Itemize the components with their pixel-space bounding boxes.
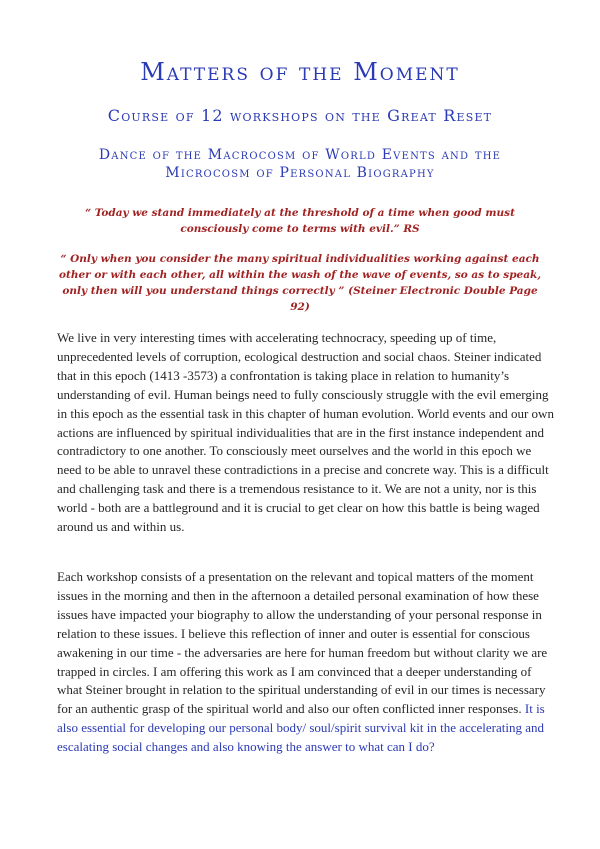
document-tagline: Dance of the Macrocosm of World Events and the Microcosm of Personal Biography <box>98 147 502 181</box>
paragraph-2-highlight: It is also essential for developing our personal body/ soul/spirit survival kit in the accelerating and escalating social changes and also knowing the answer to what can I do? <box>57 701 545 755</box>
quote-1: “ Today we stand immediately at the threshold of a time when good must consciously come to terms with evil.” RS <box>85 207 515 235</box>
paragraph-1: We live in very interesting times with accelerating technocracy, speeding up of time, unprecedented levels of corruption, ecological destruction and social chaos. Steiner indicated that in this epoch (1413 -3573) a confrontation is taking place in relation to humanity’s understanding of evil. Human beings need to fully consciously struggle with the evil emerging in this epoch as the essential task in this chapter of human evolution. World events and our own actions are influenced by spiritual individualities that are in the first instance independent and contradictory to one another. To consciously meet ourselves and the world in this epoch we need to be able to unravel these contradictions in a precise and concrete way. This is a difficult and challenging task and there is a tremendous resistance to it. We are not a unity, nor is this world - both are a battleground and it is crucial to get clear on how this battle is being waged around us and within us. <box>57 330 554 535</box>
quote-2: “ Only when you consider the many spiritual individualities working against each other or with each other, all within the wash of the wave of events, so as to speak, only then will you understand things correctly ” (Steiner Electronic Double Page 92) <box>59 253 541 313</box>
document-title: Matters of the Moment <box>140 58 460 86</box>
document-subtitle: Course of 12 workshops on the Great Reset <box>107 106 493 125</box>
paragraph-2 <box>57 568 557 757</box>
paragraph-2-text: Each workshop consists of a presentation on the relevant and topical matters of the moment issues in the morning and then in the afternoon a detailed personal examination of how these issues have impacted your biography to allow the understanding of your personal response in relation to these issues. I believe this reflection of inner and outer is essential for conscious awakening in our time - the adversaries are here for human freedom but without clarity we are trapped in circles. I am offering this work as I am convinced that a deeper understanding of what Steiner brought in relation to the spiritual understanding of evil in our times is necessary for an authentic grasp of the spiritual world and also our often conflicted inner responses. <box>57 569 548 717</box>
